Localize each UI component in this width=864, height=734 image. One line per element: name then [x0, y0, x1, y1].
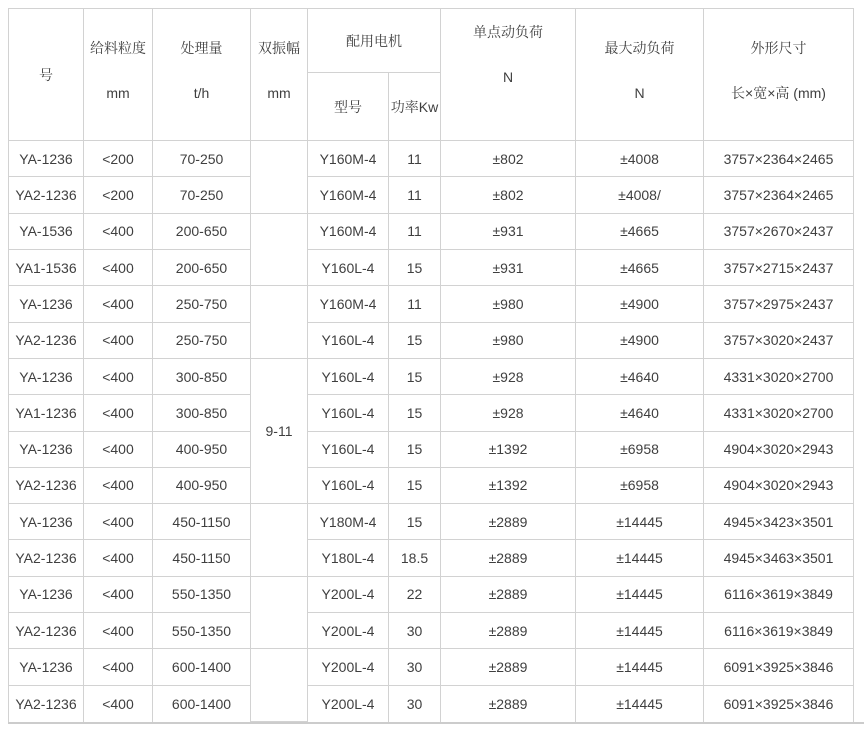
table-row: [9, 467, 854, 503]
motor-model-cell: Y180L-4: [308, 540, 389, 576]
amplitude-cell: [251, 213, 308, 286]
header-capacity: 处理量 t/h: [153, 9, 251, 141]
feed-size-cell: <400: [84, 286, 153, 322]
max-load-cell: ±4640: [576, 358, 704, 394]
dimensions-cell: 3757×2364×2465: [704, 177, 854, 213]
single-point-load-cell: ±980: [441, 322, 576, 358]
header-feed-size: 给料粒度 mm: [84, 9, 153, 141]
max-load-cell: ±4008: [576, 141, 704, 177]
capacity-cell: 450-1150: [153, 540, 251, 576]
dimensions-cell: 4331×3020×2700: [704, 358, 854, 394]
single-point-load-cell: ±2889: [441, 613, 576, 649]
max-load-cell: ±4665: [576, 249, 704, 285]
feed-size-cell: <400: [84, 576, 153, 612]
header-model: [9, 9, 84, 141]
motor-power-cell: 15: [389, 358, 441, 394]
table-row: [9, 613, 854, 649]
dimensions-cell: 4945×3463×3501: [704, 540, 854, 576]
motor-model-cell: Y200L-4: [308, 576, 389, 612]
model-cell: YA-1536: [9, 213, 84, 249]
motor-model-cell: Y160L-4: [308, 431, 389, 467]
single-point-load-cell: ±1392: [441, 431, 576, 467]
header-model-label: 号: [39, 66, 53, 83]
motor-power-cell: 11: [389, 213, 441, 249]
model-cell: YA2-1236: [9, 613, 84, 649]
amplitude-cell: [251, 504, 308, 577]
table-row: [9, 213, 854, 249]
feed-size-cell: <400: [84, 613, 153, 649]
single-point-load-cell: ±931: [441, 249, 576, 285]
dimensions-cell: 6091×3925×3846: [704, 649, 854, 685]
table-row: [9, 540, 854, 576]
feed-size-cell: <200: [84, 177, 153, 213]
capacity-cell: 300-850: [153, 395, 251, 431]
table-row: [9, 358, 854, 394]
model-cell: YA-1236: [9, 141, 84, 177]
capacity-cell: 300-850: [153, 358, 251, 394]
max-load-cell: ±14445: [576, 613, 704, 649]
dimensions-cell: 3757×2364×2465: [704, 141, 854, 177]
header-max-load: 最大动负荷 N: [576, 9, 704, 141]
amplitude-cell: 9-11: [251, 358, 308, 503]
motor-model-cell: Y160L-4: [308, 322, 389, 358]
table-row: [9, 395, 854, 431]
amplitude-cell: [251, 141, 308, 214]
max-load-cell: ±14445: [576, 685, 704, 721]
single-point-load-cell: ±2889: [441, 685, 576, 721]
single-point-load-cell: ±1392: [441, 467, 576, 503]
spec-table-section: [8, 8, 864, 724]
table-row: [9, 576, 854, 612]
single-point-load-cell: ±928: [441, 358, 576, 394]
header-motor-model: 型号: [308, 73, 389, 141]
dimensions-cell: 6091×3925×3846: [704, 685, 854, 721]
single-point-load-cell: ±2889: [441, 649, 576, 685]
max-load-cell: ±6958: [576, 467, 704, 503]
motor-model-cell: Y200L-4: [308, 613, 389, 649]
table-row: [9, 177, 854, 213]
motor-model-cell: Y160L-4: [308, 249, 389, 285]
motor-power-cell: 11: [389, 286, 441, 322]
dimensions-cell: 3757×2975×2437: [704, 286, 854, 322]
motor-power-cell: 30: [389, 685, 441, 721]
feed-size-cell: <400: [84, 322, 153, 358]
motor-model-cell: Y160M-4: [308, 286, 389, 322]
model-cell: YA2-1236: [9, 322, 84, 358]
motor-power-cell: 15: [389, 249, 441, 285]
max-load-cell: ±14445: [576, 540, 704, 576]
capacity-cell: 200-650: [153, 213, 251, 249]
max-load-cell: ±4900: [576, 322, 704, 358]
table-row: [9, 322, 854, 358]
feed-size-cell: <400: [84, 467, 153, 503]
header-motor-group: 配用电机: [308, 9, 441, 73]
feed-size-cell: <400: [84, 540, 153, 576]
motor-power-cell: 15: [389, 322, 441, 358]
model-cell: YA-1236: [9, 286, 84, 322]
model-cell: YA-1236: [9, 576, 84, 612]
feed-size-cell: <400: [84, 249, 153, 285]
model-cell: YA-1236: [9, 649, 84, 685]
max-load-cell: ±14445: [576, 576, 704, 612]
table-row: [9, 649, 854, 685]
capacity-cell: 450-1150: [153, 504, 251, 540]
dimensions-cell: 4904×3020×2943: [704, 467, 854, 503]
motor-power-cell: 30: [389, 649, 441, 685]
table-row: [9, 685, 854, 721]
motor-power-cell: 15: [389, 504, 441, 540]
capacity-cell: 400-950: [153, 467, 251, 503]
feed-size-cell: <400: [84, 504, 153, 540]
capacity-cell: 550-1350: [153, 613, 251, 649]
max-load-cell: ±4665: [576, 213, 704, 249]
model-cell: YA-1236: [9, 431, 84, 467]
capacity-cell: 550-1350: [153, 576, 251, 612]
feed-size-cell: <400: [84, 431, 153, 467]
capacity-cell: 70-250: [153, 141, 251, 177]
motor-model-cell: Y160M-4: [308, 177, 389, 213]
single-point-load-cell: ±928: [441, 395, 576, 431]
single-point-load-cell: ±2889: [441, 540, 576, 576]
motor-power-cell: 30: [389, 613, 441, 649]
amplitude-cell: [251, 649, 308, 722]
motor-power-cell: 11: [389, 141, 441, 177]
amplitude-cell: [251, 576, 308, 649]
table-row: [9, 431, 854, 467]
capacity-cell: 600-1400: [153, 685, 251, 721]
table-row: [9, 286, 854, 322]
model-cell: YA1-1236: [9, 395, 84, 431]
motor-power-cell: 15: [389, 395, 441, 431]
dimensions-cell: 3757×2715×2437: [704, 249, 854, 285]
table-row: [9, 504, 854, 540]
feed-size-cell: <200: [84, 141, 153, 177]
feed-size-cell: <400: [84, 213, 153, 249]
dimensions-cell: 4945×3423×3501: [704, 504, 854, 540]
max-load-cell: ±14445: [576, 649, 704, 685]
motor-model-cell: Y160L-4: [308, 358, 389, 394]
single-point-load-cell: ±980: [441, 286, 576, 322]
motor-model-cell: Y200L-4: [308, 649, 389, 685]
spec-table: [8, 8, 854, 722]
model-cell: YA2-1236: [9, 540, 84, 576]
motor-model-cell: Y160L-4: [308, 467, 389, 503]
dimensions-cell: 3757×2670×2437: [704, 213, 854, 249]
dimensions-cell: 4904×3020×2943: [704, 431, 854, 467]
capacity-cell: 250-750: [153, 286, 251, 322]
header-motor-power: 功率Kw: [389, 73, 441, 141]
capacity-cell: 600-1400: [153, 649, 251, 685]
motor-power-cell: 11: [389, 177, 441, 213]
feed-size-cell: <400: [84, 395, 153, 431]
motor-model-cell: Y200L-4: [308, 685, 389, 721]
model-cell: YA2-1236: [9, 467, 84, 503]
max-load-cell: ±4900: [576, 286, 704, 322]
max-load-cell: ±4008/: [576, 177, 704, 213]
max-load-cell: ±14445: [576, 504, 704, 540]
model-cell: YA1-1536: [9, 249, 84, 285]
model-cell: YA-1236: [9, 504, 84, 540]
model-cell: YA2-1236: [9, 177, 84, 213]
table-body: [9, 141, 854, 722]
max-load-cell: ±4640: [576, 395, 704, 431]
table-row: [9, 249, 854, 285]
amplitude-cell: [251, 286, 308, 359]
model-cell: YA-1236: [9, 358, 84, 394]
motor-power-cell: 22: [389, 576, 441, 612]
single-point-load-cell: ±2889: [441, 504, 576, 540]
header-row-top: [9, 9, 854, 73]
feed-size-cell: <400: [84, 358, 153, 394]
feed-size-cell: <400: [84, 649, 153, 685]
dimensions-cell: 3757×3020×2437: [704, 322, 854, 358]
model-cell: YA2-1236: [9, 685, 84, 721]
dimensions-cell: 4331×3020×2700: [704, 395, 854, 431]
motor-model-cell: Y160M-4: [308, 213, 389, 249]
feed-size-cell: <400: [84, 685, 153, 721]
capacity-cell: 400-950: [153, 431, 251, 467]
single-point-load-cell: ±802: [441, 141, 576, 177]
capacity-cell: 250-750: [153, 322, 251, 358]
motor-model-cell: Y160L-4: [308, 395, 389, 431]
motor-power-cell: 15: [389, 467, 441, 503]
motor-model-cell: Y180M-4: [308, 504, 389, 540]
motor-model-cell: Y160M-4: [308, 141, 389, 177]
header-amplitude: 双振幅 mm: [251, 9, 308, 141]
capacity-cell: 70-250: [153, 177, 251, 213]
dimensions-cell: 6116×3619×3849: [704, 613, 854, 649]
max-load-cell: ±6958: [576, 431, 704, 467]
single-point-load-cell: ±802: [441, 177, 576, 213]
dimensions-cell: 6116×3619×3849: [704, 576, 854, 612]
single-point-load-cell: ±2889: [441, 576, 576, 612]
single-point-load-cell: ±931: [441, 213, 576, 249]
capacity-cell: 200-650: [153, 249, 251, 285]
header-dimensions: 外形尺寸 长×宽×高 (mm): [704, 9, 854, 141]
motor-power-cell: 15: [389, 431, 441, 467]
motor-power-cell: 18.5: [389, 540, 441, 576]
header-single-point-load: 单点动负荷 N: [441, 9, 576, 141]
table-row: [9, 141, 854, 177]
